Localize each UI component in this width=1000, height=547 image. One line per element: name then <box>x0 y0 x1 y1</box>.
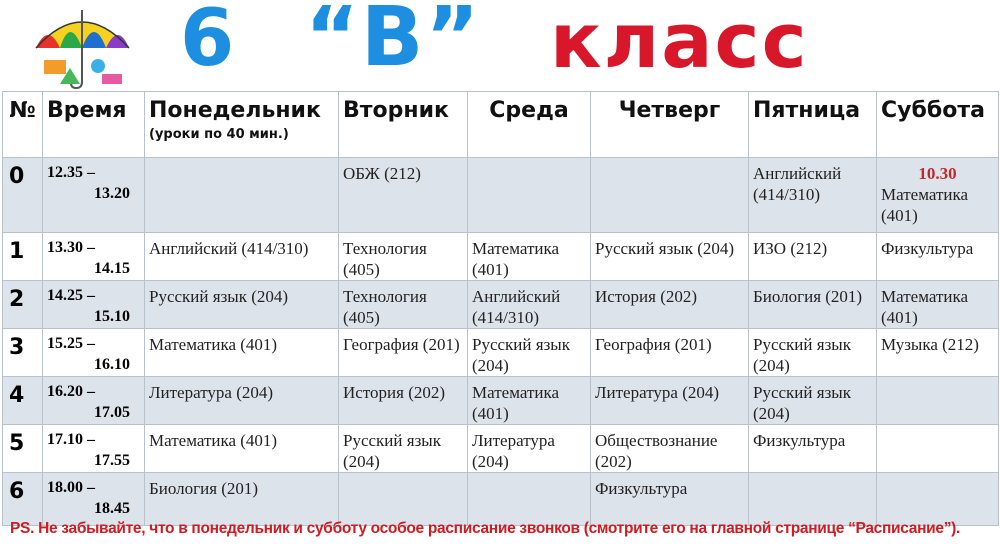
lesson-num: 1 <box>3 233 43 281</box>
lesson-time: 13.30 – 14.15 <box>43 233 145 281</box>
header-monday: Понедельник (уроки по 40 мин.) <box>145 92 339 158</box>
cell-wednesday: Математика (401) <box>468 233 591 281</box>
table-header-row <box>3 92 999 158</box>
cell-friday: Русский язык (204) <box>749 329 877 377</box>
header-num: № <box>3 92 43 158</box>
lesson-time: 18.00 – 18.45 <box>43 473 145 526</box>
header-tuesday: Вторник <box>339 92 468 158</box>
lesson-time: 14.25 – 15.10 <box>43 281 145 329</box>
cell-thursday <box>591 158 749 233</box>
lesson-num: 5 <box>3 425 43 473</box>
table-row <box>3 425 999 473</box>
lesson-num: 0 <box>3 158 43 233</box>
cell-tuesday: Технология (405) <box>339 233 468 281</box>
cell-wednesday: Математика (401) <box>468 377 591 425</box>
cell-friday: ИЗО (212) <box>749 233 877 281</box>
page-header <box>0 0 1000 92</box>
cell-wednesday: Литература (204) <box>468 425 591 473</box>
header-saturday: Суббота <box>877 92 999 158</box>
cell-tuesday: ОБЖ (212) <box>339 158 468 233</box>
cell-thursday: Русский язык (204) <box>591 233 749 281</box>
cell-saturday <box>877 377 999 425</box>
cell-monday: Математика (401) <box>145 329 339 377</box>
cell-monday: Математика (401) <box>145 425 339 473</box>
lesson-time: 16.20 – 17.05 <box>43 377 145 425</box>
cell-friday: Физкультура <box>749 425 877 473</box>
cell-tuesday: Русский язык (204) <box>339 425 468 473</box>
cell-wednesday <box>468 473 591 526</box>
cell-saturday: 10.30 Математика (401) <box>877 158 999 233</box>
cell-monday: Литература (204) <box>145 377 339 425</box>
table-row <box>3 233 999 281</box>
cell-thursday: Обществознание (202) <box>591 425 749 473</box>
cell-thursday: Физкультура <box>591 473 749 526</box>
lesson-num: 3 <box>3 329 43 377</box>
monday-note: (уроки по 40 мин.) <box>149 127 289 142</box>
cell-monday: Английский (414/310) <box>145 233 339 281</box>
lesson-time: 17.10 – 17.55 <box>43 425 145 473</box>
table-row <box>3 329 999 377</box>
cell-wednesday: Русский язык (204) <box>468 329 591 377</box>
lesson-num: 2 <box>3 281 43 329</box>
table-row <box>3 158 999 233</box>
table-row <box>3 473 999 526</box>
cell-saturday: Физкультура <box>877 233 999 281</box>
cell-friday <box>749 473 877 526</box>
cell-tuesday <box>339 473 468 526</box>
lesson-num: 6 <box>3 473 43 526</box>
cell-saturday <box>877 473 999 526</box>
title-grade-letter: “В” <box>305 0 482 85</box>
cell-saturday: Математика (401) <box>877 281 999 329</box>
cell-thursday: История (202) <box>591 281 749 329</box>
lesson-time: 15.25 – 16.10 <box>43 329 145 377</box>
cell-friday: Биология (201) <box>749 281 877 329</box>
cell-wednesday: Английский (414/310) <box>468 281 591 329</box>
schedule-table <box>2 91 999 526</box>
cell-monday <box>145 158 339 233</box>
rainbow-umbrella-logo-icon <box>30 2 135 92</box>
saturday-start-time: 10.30 <box>918 164 957 183</box>
header-friday: Пятница <box>749 92 877 158</box>
header-wednesday: Среда <box>468 92 591 158</box>
table-row <box>3 281 999 329</box>
table-row <box>3 377 999 425</box>
cell-thursday: Литература (204) <box>591 377 749 425</box>
cell-tuesday: География (201) <box>339 329 468 377</box>
cell-friday: Английский (414/310) <box>749 158 877 233</box>
header-thursday: Четверг <box>591 92 749 158</box>
title-class-word: класс <box>550 0 809 85</box>
cell-friday: Русский язык (204) <box>749 377 877 425</box>
cell-tuesday: История (202) <box>339 377 468 425</box>
cell-thursday: География (201) <box>591 329 749 377</box>
lesson-num: 4 <box>3 377 43 425</box>
cell-monday: Русский язык (204) <box>145 281 339 329</box>
cell-monday: Биология (201) <box>145 473 339 526</box>
header-time: Время <box>43 92 145 158</box>
lesson-time: 12.35 – 13.20 <box>43 158 145 233</box>
cell-wednesday <box>468 158 591 233</box>
cell-saturday: Музыка (212) <box>877 329 999 377</box>
cell-tuesday: Технология (405) <box>339 281 468 329</box>
title-grade-number: 6 <box>180 0 235 84</box>
cell-saturday <box>877 425 999 473</box>
footer-note: PS. Не забывайте, что в понедельник и субботу особое расписание звонков (смотрите его на главной странице “Расписание”). <box>10 520 961 537</box>
